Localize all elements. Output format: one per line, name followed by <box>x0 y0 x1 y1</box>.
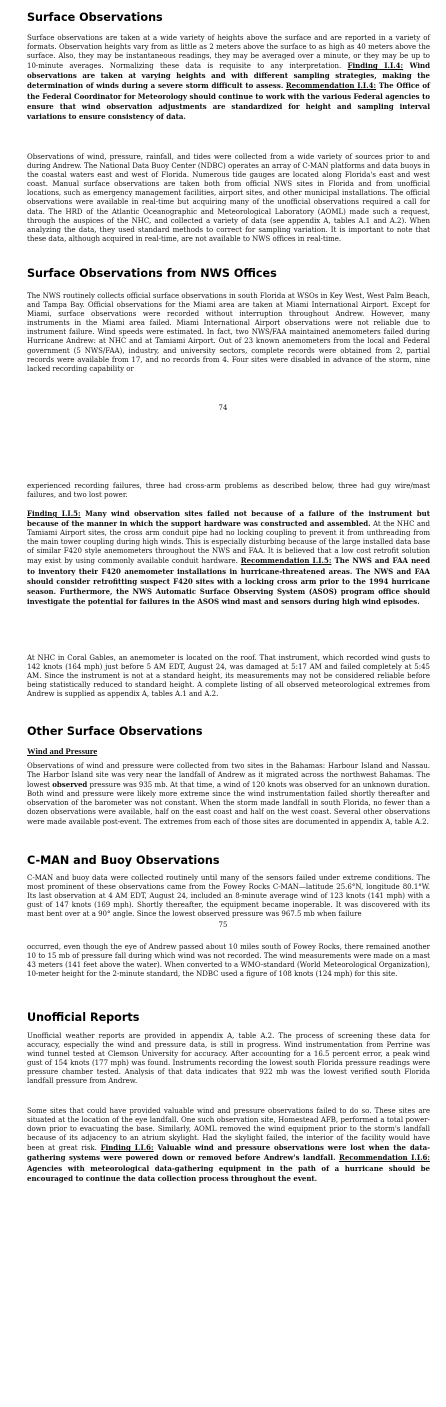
paragraph-continued: experienced recording failures, three had cross-arm problems as described below, three had guy wire/mast failures, and two lost power. <box>27 482 430 500</box>
recommendation-label: Recommendation I.I.5: <box>240 556 332 566</box>
page-76 <box>0 935 446 1407</box>
paragraph-surface-collection: Observations of wind, pressure, rainfall, and tides were collected from a wide variety of sources prior to and during Andrew. The National Data Buoy Center (NDBC) operates an array of C-MAN platforms and data buoys in the coastal waters east and west of Florida. Numerous tide gauges are located along Florida's east and west coast. Manual surface observations are taken both from official NWS sites in Florida and from unofficial locations, such as emergency management facilities, airport sites, and other municipal installations. The official observations were available in real-time but acquiring many of the unofficial observations required a call for data. The HRD of the Atlantic Oceanographic and Meteorological Laboratory (AOML) made such a request, through the auspices of the NHC, and collected a variety of data (see appendix A, tables A.1 and A.2). When analyzing the data, they used standard methods to correct for sampling variation. It is important to note that these data, although acquired in real-time, are not available to NWS offices in real-time. <box>27 153 430 243</box>
paragraph-finding-i-i-5 <box>27 509 430 607</box>
section-heading-surface-observations: Surface Observations <box>27 11 163 24</box>
section-heading-cman-buoy: C-MAN and Buoy Observations <box>27 854 220 867</box>
paragraph-finding-i-i-6 <box>27 1107 430 1184</box>
emphasis: observed <box>52 780 88 790</box>
subheading-wind-pressure: Wind and Pressure <box>27 746 98 756</box>
paragraph-unofficial-reports: Unofficial weather reports are provided in appendix A, table A.2. The process of screening these data for accuracy, especially the wind and pressure data, is still in progress. Wind instrumentation from Perrine was wind tunnel tested at Clemson University for accuracy. After accounting for a 16.5 percent error, a peak wind gust of 154 knots (177 mph) was found. Instruments recording the lowest south Florida pressure readings were pressure chamber tested. Analysis of that data indicates that 922 mb was the lowest verified south Florida landfall pressure from Andrew. <box>27 1032 430 1086</box>
recommendation-text: The Office of the Federal Coordinator for Meteorology should continue to work with the various Federal agencies to ensure that wind observation adjustments are standardized for height and sampling interval variations to ensure consistency of data. <box>27 81 430 121</box>
paragraph-continued: occurred, even though the eye of Andrew passed about 10 miles south of Fowey Rocks, there remained another 10 to 15 mb of pressure fall during which wind was not recorded. The wind measurements were made on a mast 43 meters (141 feet above the water). When converted to a WMO-standard (World Meteorological Organization), 10-meter height for the 2-minute standard, the NDBC used a figure of 108 knots (124 mph) for this site. <box>27 943 430 979</box>
recommendation-text: Agencies with meteorological data-gathering equipment in the path of a hurricane should be encouraged to continue the data collection process throughout the event. <box>27 1163 430 1183</box>
page-number: 75 <box>218 921 228 929</box>
text: Surface observations are taken at a wide variety of heights above the surface and are reported in a variety of formats. Observation heights vary from as little as 2 meters above the surface to as high as 40 meters above the surface. Also, they may be instantaneous readings, they may be averaged over a minute, or they may be up to 10-minute averages. Normalizing these data is requisite to any interpretation. <box>27 34 430 71</box>
paragraph-nws-offices: The NWS routinely collects official surface observations in south Florida at WSOs in Key West, West Palm Beach, and Tampa Bay. Official observations for the Miami area are taken at Miami International Airport. Except for Miami, surface observations were recorded without interruption throughout Andrew. However, many instruments in the Miami area failed. Miami International Airport observations were not reliable due to instrument failure. Wind speeds were estimated. In fact, two NWS/FAA maintained anemometers failed during Hurricane Andrew: at NHC and at Tamiami Airport. Out of 23 known anemometers from the local and Federal government (5 NWS/FAA), industry, and university sectors, complete records were obtained from 2, partial records were available from 17, and no records from 4. Four sites were disabled in advance of the storm, nine lacked recording capability or <box>27 292 430 373</box>
paragraph-nhc-anemometer: At NHC in Coral Gables, an anemometer is located on the roof. That instrument, which recorded wind gusts to 142 knots (164 mph) just before 5 AM EDT, August 24, was damaged at 5:17 AM and failed completely at 5:45 AM. Since the instrument is not at a standard height, its measurements may not be considered reliable before being statistically reduced to standard height. A complete listing of all observed meteorological extremes from Andrew is supplied as appendix A, tables A.1 and A.2. <box>27 654 430 699</box>
section-heading-unofficial-reports: Unofficial Reports <box>27 1011 140 1024</box>
finding-text: Wind observations are taken at varying heights and with different sampling strategies, making the determination of winds during a severe storm difficult to assess. <box>27 61 430 91</box>
recommendation-label: Recommendation I.I.6: <box>339 1153 430 1163</box>
section-heading-other-surface: Other Surface Observations <box>27 725 203 738</box>
finding-text: Valuable wind and pressure observations were lost when the data-gathering systems were powered down or removed before Andrew's landfall. <box>27 1143 431 1163</box>
paragraph-wind-pressure <box>27 762 430 827</box>
paragraph-cman-buoy: C-MAN and buoy data were collected routinely until many of the sensors failed under extreme conditions. The most prominent of these observations came from the Fowey Rocks C-MAN—latitude 25.6°N, longitude 80.1°W. Its last observation at 4 AM EDT, August 24, included an 8-minute average wind of 123 knots (141 mph) with a gust of 147 knots (169 mph). Shortly thereafter, the equipment became inoperable. It was discovered with its mast bent over at a 90° angle. Since the lowest observed pressure was 967.5 mb when failure <box>27 874 430 919</box>
section-heading-nws-offices: Surface Observations from NWS Offices <box>27 267 277 280</box>
page-75 <box>0 466 446 935</box>
page-number: 74 <box>218 404 228 412</box>
finding-label: Finding I.I.6: <box>100 1143 154 1153</box>
recommendation-text: The NWS and FAA need to inventory their F420 anemometer installations in hurricane-threatened areas. The NWS and FAA should consider retrofitting suspect F420 sites with a locking cross arm prior to the 1994 hurricane season. Furthermore, the NWS Automatic Surface Observing System (ASOS) program office should investigate the potential for failures in the ASOS wind mast and sensors during high wind episodes. <box>27 556 430 606</box>
finding-label: Finding I.I.4: <box>347 61 404 71</box>
paragraph-surface-intro <box>27 34 430 122</box>
text: Some sites that could have provided valuable wind and pressure observations failed to do so. These sites are situated at the location of the eye landfall. One such observation site, Homestead AFB, performed a total power-down prior to evacuating the base. Similarly, AOML removed the wind equipment prior to the storm's landfall because of its adjacency to an atrium skylight. Had the skylight failed, the interior of the facility would have been at great risk. <box>27 1107 430 1153</box>
text: At the NHC and Tamiami Airport sites, the cross arm conduit pipe had no locking coupling to prevent it from unthreading from the main tower coupling during high winds. This is especially disturbing because of the large installed data base of similar F420 style anemometers throughout the NWS and FAA. It is believed that a low cost retrofit solution may exist by using commonly available conduit hardware. <box>27 520 430 566</box>
recommendation-label: Recommendation I.I.4: <box>285 81 377 91</box>
text: pressure was 935 mb. At that time, a wind of 120 knots was observed for an unknown duration. Both wind and pressure were likely more extreme since the wind instrumentation failed shortly thereafter and observation of the barometer was not constant. When the storm made landfall in south Florida, no fewer than a dozen observations were available, half on the east coast and half on the west coast. Several other observations were made available post-event. The extremes from each of those sites are documented in appendix A, table A.2. <box>27 781 431 826</box>
finding-label: Finding I.I.5: <box>27 509 81 518</box>
page-74 <box>0 0 446 466</box>
text: Observations of wind and pressure were collected from two sites in the Bahamas: Harbour Island and Nassau. The Harbor Island site was very near the landfall of Andrew as it migrated across the northwest Bahamas. The lowest <box>27 762 430 790</box>
finding-text: Many wind observation sites failed not because of a failure of the instrument but because of the manner in which the support hardware was constructed and assembled. <box>27 509 431 529</box>
